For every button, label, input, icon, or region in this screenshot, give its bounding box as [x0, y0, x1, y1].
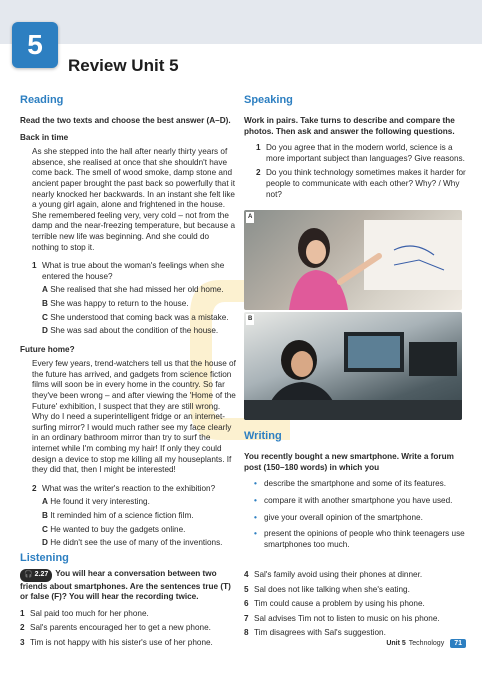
listening-item: 7 Sal advises Tim not to listen to music on his phone.: [244, 613, 440, 623]
list-item: • present the opinions of people who think teenagers use smartphones too much.: [254, 529, 465, 549]
page-title: Review Unit 5: [68, 56, 179, 75]
listening-items-right: [244, 570, 466, 643]
q2-option-b[interactable]: B It reminded him of a science fiction film.: [42, 511, 194, 520]
teacher-at-whiteboard-image: [244, 210, 462, 310]
text2-body: Every few years, trend-watchers tell us that the house of the future has arrived, and gadgets from science fiction films will soon be in every home in the country. So far they've been wrong – and after viewing the 'Home of the Future' exhibition, I suspect that they are still wrong. Why do I need a superintelligent fridge or an internet-surfing mirror? I would much rather see my face clearly in an ordinary bathroom mirror than try to surf the internet while I'm combing my hair! If only they could design a device to stop me killing all my houseplants. If they did that, then I might be interested!: [32, 359, 236, 475]
header-band: [0, 0, 482, 44]
text1-title: Back in time: [20, 132, 69, 142]
listening-item: 6 Tim could cause a problem by using his phone.: [244, 599, 425, 609]
q1-option-d[interactable]: D She was sad about the condition of the house.: [42, 326, 219, 336]
writing-bullets: [244, 479, 466, 550]
q1-option-c[interactable]: C She understood that coming back was a mistake.: [42, 312, 229, 322]
writing-instruction: You recently bought a new smartphone. Write a forum post (150–180 words) in which you: [244, 452, 454, 472]
headphones-icon: 🎧: [24, 571, 33, 578]
listening-item: 8 Tim disagrees with Sal's suggestion.: [244, 628, 386, 638]
question-number: 1: [32, 261, 37, 271]
q1-option-a[interactable]: A She realised that she had missed her old home.: [42, 285, 224, 295]
q2-option-a[interactable]: A He found it very interesting.: [42, 497, 150, 507]
question-text: What was the writer's reaction to the exhibition?: [42, 483, 216, 493]
left-column: [20, 94, 238, 549]
text1-body: As she stepped into the hall after nearly thirty years of absence, she realised at once that she shouldn't have come back. The smell of wood smoke, damp stone and ancient paper brought the past back so powerfully that it nearly knocked her backwards. In an instant she felt like a young girl again, alone and frightened in the house. She remembered feeling very, very cold – not from the damp and the near-freezing temperature, but because a terrible new life was beginning. And she could do nothing to stop it.: [32, 147, 235, 252]
listening-item: 5 Sal does not like talking when she's eating.: [244, 584, 410, 594]
q2-option-d[interactable]: D He didn't see the use of many of the inventions.: [42, 538, 223, 548]
unit-number: 5: [27, 29, 43, 60]
listening-instruction: 🎧 2.27 You will hear a conversation between two friends about smartphones. Are the sentences true (T) or false (F)? You will hear the recording twice.: [20, 569, 231, 602]
photo-b-label: B: [246, 314, 254, 325]
listening-item: 2 Sal's parents encouraged her to get a new phone.: [20, 623, 211, 633]
speaking-question-1: 1 Do you agree that in the modern world, science is a more important subject than languages? Give reasons.: [256, 143, 465, 163]
unit-number-badge: [12, 22, 58, 68]
list-item: • give your overall opinion of the smartphone.: [254, 512, 423, 522]
reading-question-2: [32, 484, 238, 495]
right-column: [244, 94, 466, 556]
q1-option-b[interactable]: B She was happy to return to the house.: [42, 298, 189, 308]
q2-option-c[interactable]: C He wanted to buy the gadgets online.: [42, 524, 186, 534]
listening-section: [20, 552, 238, 653]
audio-track-badge[interactable]: 🎧 2.27: [20, 569, 52, 582]
photo-b: [244, 312, 462, 420]
writing-heading: Writing: [244, 430, 282, 443]
photo-a: [244, 210, 462, 310]
list-item: • compare it with another smartphone you have used.: [254, 495, 453, 505]
listening-item: 1 Sal paid too much for her phone.: [20, 608, 149, 618]
listening-heading: Listening: [20, 552, 69, 564]
speaking-instruction: Work in pairs. Take turns to describe and compare the photos. Then ask and answer the following questions.: [244, 116, 455, 136]
footer-section: Technology: [408, 640, 445, 647]
question-number: 2: [32, 483, 37, 493]
speaking-heading: Speaking: [244, 94, 293, 106]
footer-unit: Unit 5: [386, 640, 406, 647]
reading-question-1: [32, 261, 238, 282]
listening-item: 3 Tim is not happy with his sister's use of her phone.: [20, 637, 213, 647]
students-computers-image: [244, 312, 462, 420]
list-item: • describe the smartphone and some of its features.: [254, 479, 447, 489]
listening-item: 4 Sal's family avoid using their phones at dinner.: [244, 570, 423, 579]
reading-instruction: Read the two texts and choose the best answer (A–D).: [20, 116, 231, 125]
reading-heading: Reading: [20, 94, 64, 106]
page-footer: [386, 639, 466, 648]
question-text: What is true about the woman's feelings when she entered the house?: [42, 261, 225, 281]
photo-a-label: A: [246, 212, 254, 223]
speaking-question-2: 2 Do you think technology sometimes makes it harder for people to communicate with each other? Why? / Why not?: [256, 168, 466, 199]
text2-title: Future home?: [20, 344, 75, 354]
page-number: 71: [450, 639, 466, 648]
